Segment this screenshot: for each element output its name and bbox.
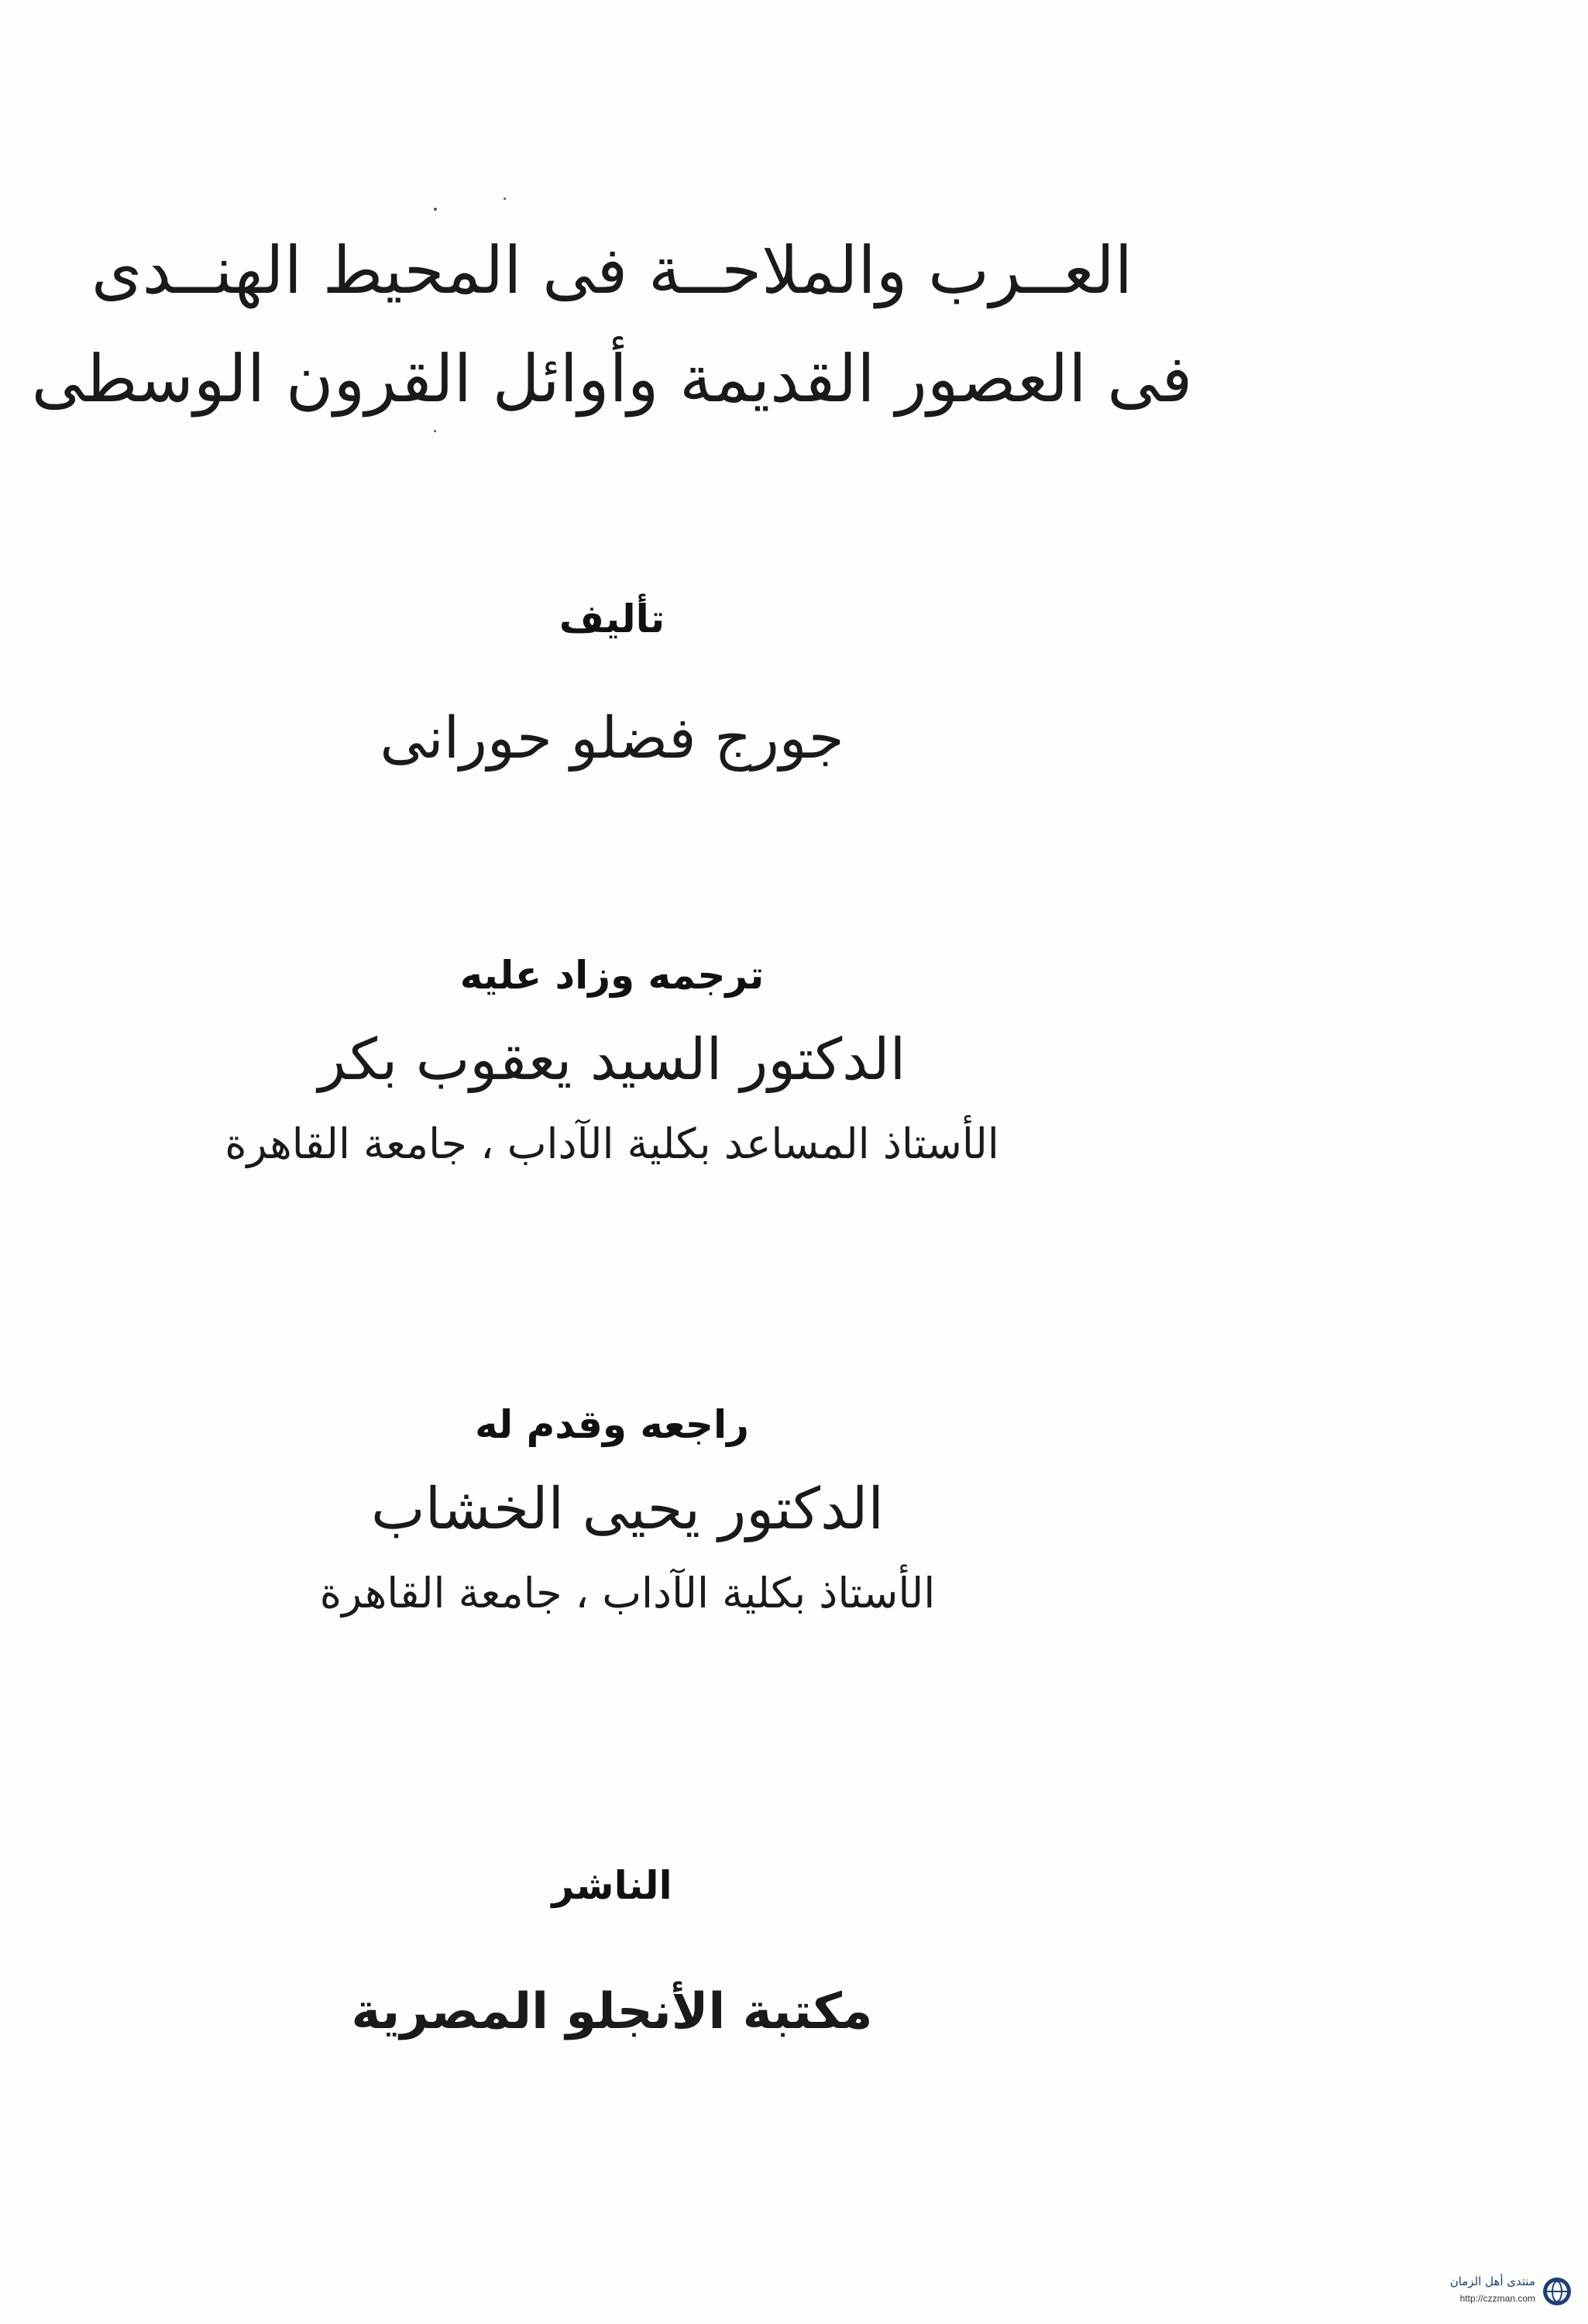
scan-speck [504,198,506,200]
watermark-site-name: منتدى أهل الزمان [1449,2274,1535,2288]
scan-speck [434,208,437,211]
scan-speck [434,430,436,432]
publisher-name: مكتبة الأنجلو المصرية [351,1983,873,2040]
book-title-line-1: العــرب والملاحــة فى المحيط الهنــدى [91,232,1133,308]
reviewer-name: الدكتور يحيى الخشاب [371,1476,884,1542]
globe-logo-icon [1542,2276,1573,2307]
watermark-url[interactable]: http://czzman.com [1459,2293,1535,2304]
authorship-label: تأليف [559,596,665,641]
site-watermark[interactable] [1394,2274,1573,2310]
review-label: راجعه وقدم له [475,1402,749,1447]
publisher-label: الناشر [552,1863,672,1908]
author-name: جورج فضلو حورانى [380,705,844,772]
book-title-line-2: فى العصور القديمة وأوائل القرون الوسطى [31,341,1193,417]
reviewer-affiliation: الأستاذ بكلية الآداب ، جامعة القاهرة [319,1569,936,1618]
translation-label: ترجمه وزاد عليه [459,953,765,998]
translator-affiliation: الأستاذ المساعد بكلية الآداب ، جامعة القاهرة [225,1119,999,1168]
translator-name: الدكتور السيد يعقوب بكر [318,1026,906,1093]
